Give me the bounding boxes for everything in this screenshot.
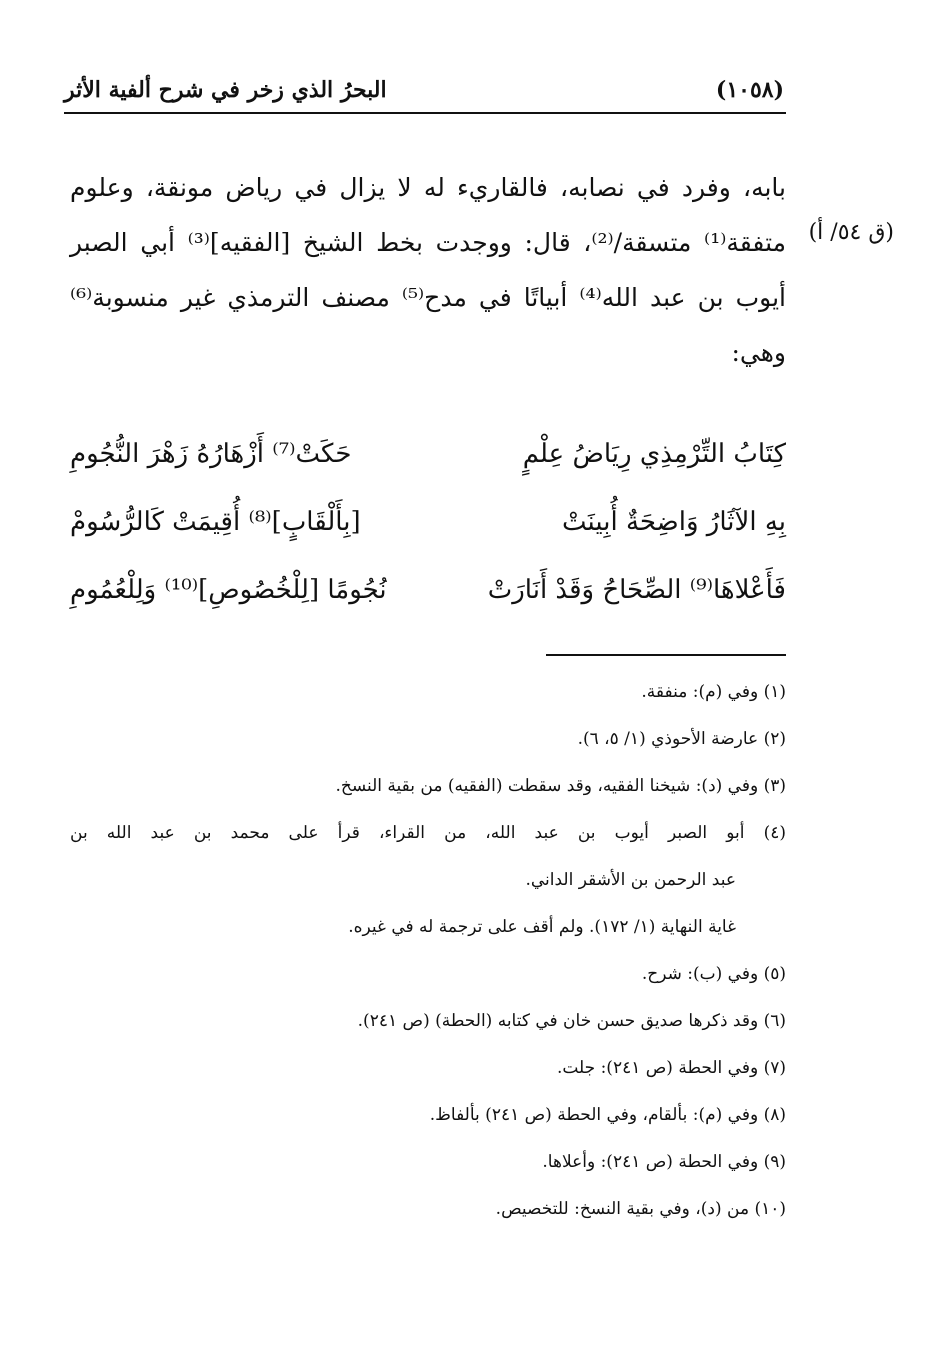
- running-header: [64, 70, 784, 110]
- footnote: (١٠) من (د)، وفي بقية النسخ: للتخصيص.: [495, 1199, 786, 1219]
- verse-first-hemistich: بِهِ الآثَارُ وَاضِحَةٌ أُبِينَتْ: [562, 507, 786, 537]
- footnote: (٩) وفي الحطة (ص ٢٤١): وأعلاها.: [542, 1152, 786, 1172]
- poem-verse: [70, 420, 786, 488]
- footnote: (٨) وفي (م): بألقام، وفي الحطة (ص ٢٤١) بألفاظ.: [429, 1105, 786, 1125]
- verse-first-hemistich: فَأَعْلاهَا⁽⁹⁾ الصِّحَاحُ وَقَدْ أَنَارَتْ: [487, 575, 786, 605]
- poem-verse: [70, 556, 786, 624]
- footnote-divider: [546, 654, 786, 656]
- text-line: وهي:: [731, 338, 786, 367]
- verse-second-hemistich: نُجُومًا [لِلْخُصُوصِ]⁽¹⁰⁾ وَلِلْعُمُومِ: [70, 575, 387, 605]
- book-title: البحرُ الذي زخر في شرح ألفية الأثر: [64, 77, 387, 103]
- footnote: (٦) وقد ذكرها صديق حسن خان في كتابه (الحطة) (ص ٢٤١).: [357, 1011, 786, 1031]
- footnote-continuation: عبد الرحمن بن الأشقر الداني.: [525, 870, 736, 890]
- verse-second-hemistich: [بِأَلْقَابٍ]⁽⁸⁾ أُقِيمَتْ كَالرُّسُومْ: [70, 507, 361, 537]
- page-number: (١٠٥٨): [715, 77, 784, 103]
- footnote: (١) وفي (م): منفقة.: [641, 682, 786, 702]
- text-line: أيوب بن عبد الله⁽⁴⁾ أبياتًا في مدح⁽⁵⁾ مصنف الترمذي غير منسوبة⁽⁶⁾: [70, 283, 786, 312]
- main-text: [70, 160, 786, 380]
- footnote: (٢) عارضة الأحوذي (١/ ٥، ٦).: [577, 729, 786, 749]
- header-divider: [64, 112, 786, 114]
- footnote-continuation: غاية النهاية (١/ ١٧٢). ولم أقف على ترجمة له في غيره.: [348, 917, 736, 937]
- footnotes: [70, 675, 786, 1239]
- margin-folio-note: (ق ٥٤/ أ): [808, 220, 894, 245]
- verse-second-hemistich: حَكَتْ⁽⁷⁾ أَزْهَارُهُ زَهْرَ النُّجُومِ: [70, 439, 352, 469]
- footnote: (٣) وفي (د): شيخنا الفقيه، وقد سقطت (الفقيه) من بقية النسخ.: [335, 776, 786, 796]
- footnote: (٤) أبو الصبر أيوب بن عبد الله، من القراء، قرأ على محمد بن عبد الله بن: [70, 823, 786, 843]
- poem-verse: [70, 488, 786, 556]
- footnote: (٧) وفي الحطة (ص ٢٤١): جلت.: [556, 1058, 786, 1078]
- text-line: متفقة⁽¹⁾ متسقة/⁽²⁾، قال: ووجدت بخط الشيخ [الفقيه]⁽³⁾ أبي الصبر: [70, 228, 787, 257]
- footnote: (٥) وفي (ب): شرح.: [641, 964, 786, 984]
- text-line: بابه، وفرد في نصابه، فالقاريء له لا يزال في رياض مونقة، وعلوم: [70, 173, 786, 202]
- poem: [70, 420, 786, 624]
- verse-first-hemistich: كِتَابُ التِّرْمِذِي رِيَاضُ عِلْمٍ: [522, 439, 786, 469]
